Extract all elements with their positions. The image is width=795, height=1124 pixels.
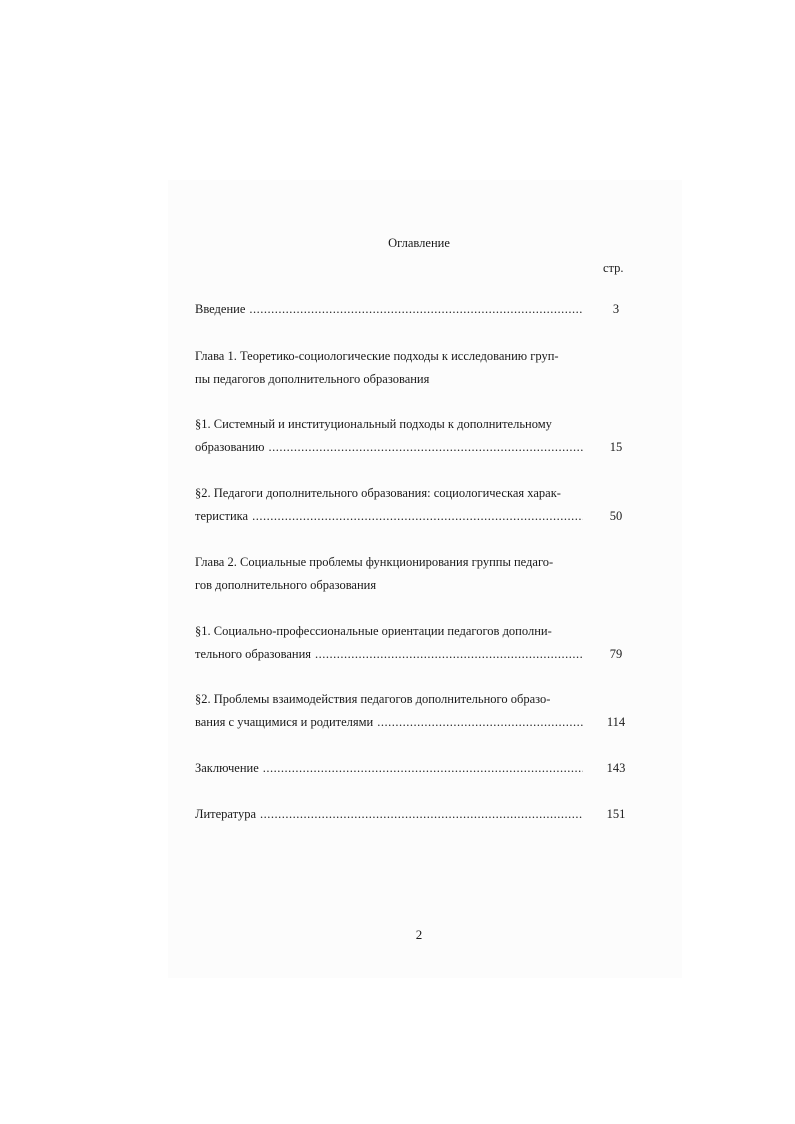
toc-entry-label: Литература: [195, 807, 256, 821]
toc-page-number: 151: [606, 807, 626, 821]
toc-page-number: 114: [606, 715, 626, 729]
dot-leader: [315, 643, 583, 666]
toc-page-number: 143: [606, 761, 626, 775]
dot-leader: [252, 505, 583, 528]
section-line: теристика: [195, 509, 249, 523]
toc-section-2-1-last-line: [195, 643, 583, 666]
section-line: вания с учащимися и родителями: [195, 715, 374, 729]
section-line: §2. Проблемы взаимодействия педагогов дополнительного образо-: [195, 692, 551, 706]
toc-entry-literature: [195, 803, 583, 826]
toc-section-1-1: [195, 413, 583, 436]
toc-section-1-1-last-line: [195, 436, 583, 459]
toc-page-number: 15: [609, 440, 623, 454]
toc-page-number: 3: [612, 302, 620, 316]
toc-section-1-2-last-line: [195, 505, 583, 528]
toc-page-number: 50: [609, 509, 623, 523]
toc-entry-conclusion: [195, 757, 583, 780]
chapter-line: Глава 2. Социальные проблемы функционирования группы педаго-: [195, 555, 554, 569]
chapter-line: Глава 1. Теоретико-социологические подходы к исследованию груп-: [195, 349, 559, 363]
toc-section-1-2: [195, 482, 583, 505]
page-column-label: стр.: [603, 261, 624, 275]
page-number: 2: [415, 927, 423, 942]
toc-entry-label: Заключение: [195, 761, 259, 775]
toc-chapter-2: [195, 551, 583, 597]
toc-section-2-2-last-line: [195, 711, 583, 734]
dot-leader: [377, 711, 583, 734]
chapter-line: пы педагогов дополнительного образования: [195, 372, 430, 386]
section-line: тельного образования: [195, 647, 312, 661]
dot-leader: [263, 757, 583, 780]
toc-title: Оглавление: [388, 236, 450, 250]
chapter-line: гов дополнительного образования: [195, 578, 377, 592]
toc-chapter-1: [195, 345, 583, 391]
dot-leader: [269, 436, 583, 459]
section-line: §1. Социально-профессиональные ориентации педагогов дополни-: [195, 624, 552, 638]
dot-leader: [260, 803, 583, 826]
toc-section-2-2: [195, 688, 583, 711]
toc-section-2-1: [195, 620, 583, 643]
toc-entry-label: Введение: [195, 302, 246, 316]
toc-entry-intro: [195, 298, 583, 321]
toc-page-number: 79: [609, 647, 623, 661]
section-line: образованию: [195, 440, 265, 454]
dot-leader: [249, 298, 583, 321]
section-line: §1. Системный и институциональный подходы к дополнительному: [195, 417, 552, 431]
section-line: §2. Педагоги дополнительного образования: социологическая харак-: [195, 486, 561, 500]
